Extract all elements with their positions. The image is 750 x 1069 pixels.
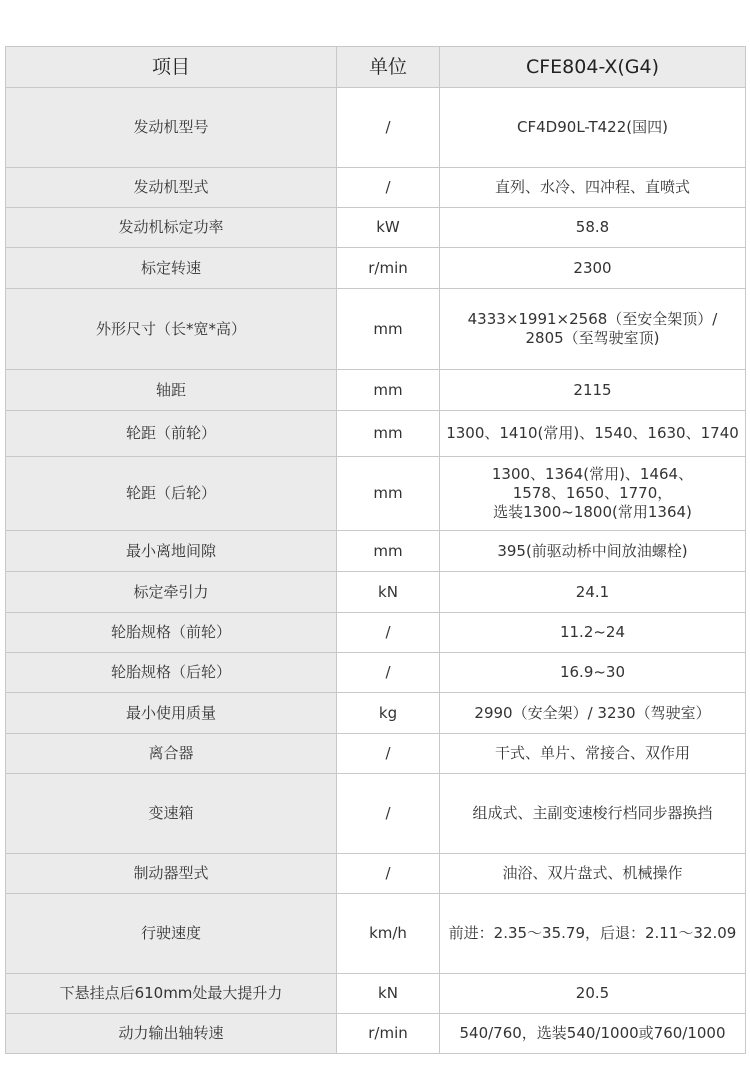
- spec-table: [5, 46, 746, 1054]
- unit-cell: /: [337, 88, 440, 168]
- unit-cell: /: [337, 734, 440, 774]
- item-cell: 行驶速度: [6, 894, 337, 974]
- header-model: CFE804-X(G4): [440, 47, 746, 88]
- item-cell: 轮距（后轮）: [6, 457, 337, 531]
- value-cell: 395(前驱动桥中间放油螺栓): [440, 531, 746, 572]
- value-cell: 4333×1991×2568（至安全架顶）/ 2805（至驾驶室顶): [440, 289, 746, 370]
- value-cell: 2300: [440, 248, 746, 289]
- item-cell: 发动机型号: [6, 88, 337, 168]
- item-cell: 下悬挂点后610mm处最大提升力: [6, 974, 337, 1014]
- table-row: [6, 168, 746, 208]
- table-row: [6, 653, 746, 693]
- item-cell: 离合器: [6, 734, 337, 774]
- unit-cell: kN: [337, 572, 440, 613]
- item-cell: 外形尺寸（长*宽*高）: [6, 289, 337, 370]
- table-row: [6, 370, 746, 411]
- header-row: [6, 47, 746, 88]
- unit-cell: mm: [337, 411, 440, 457]
- value-cell: 1300、1364(常用)、1464、 1578、1650、1770， 选装1300~1800(常用1364): [440, 457, 746, 531]
- table-row: [6, 693, 746, 734]
- item-cell: 发动机型式: [6, 168, 337, 208]
- table-row: [6, 774, 746, 854]
- table-row: [6, 289, 746, 370]
- table-header: [6, 47, 746, 88]
- unit-cell: /: [337, 168, 440, 208]
- table-row: [6, 531, 746, 572]
- value-cell: 24.1: [440, 572, 746, 613]
- table-row: [6, 457, 746, 531]
- value-cell: 16.9~30: [440, 653, 746, 693]
- unit-cell: kW: [337, 208, 440, 248]
- unit-cell: r/min: [337, 1014, 440, 1054]
- table-row: [6, 411, 746, 457]
- item-cell: 标定转速: [6, 248, 337, 289]
- unit-cell: mm: [337, 289, 440, 370]
- table-row: [6, 208, 746, 248]
- unit-cell: /: [337, 854, 440, 894]
- table-row: [6, 854, 746, 894]
- item-cell: 最小使用质量: [6, 693, 337, 734]
- value-cell: 20.5: [440, 974, 746, 1014]
- table-row: [6, 1014, 746, 1054]
- value-cell: 干式、单片、常接合、双作用: [440, 734, 746, 774]
- table-row: [6, 88, 746, 168]
- header-unit: 单位: [337, 47, 440, 88]
- value-cell: 直列、水冷、四冲程、直喷式: [440, 168, 746, 208]
- unit-cell: km/h: [337, 894, 440, 974]
- table-row: [6, 248, 746, 289]
- item-cell: 制动器型式: [6, 854, 337, 894]
- value-cell: 2990（安全架）/ 3230（驾驶室）: [440, 693, 746, 734]
- unit-cell: mm: [337, 531, 440, 572]
- value-cell: 11.2~24: [440, 613, 746, 653]
- item-cell: 轮胎规格（前轮）: [6, 613, 337, 653]
- table-row: [6, 613, 746, 653]
- value-cell: CF4D90L-T422(国四): [440, 88, 746, 168]
- header-item: 项目: [6, 47, 337, 88]
- value-cell: 2115: [440, 370, 746, 411]
- unit-cell: /: [337, 774, 440, 854]
- item-cell: 发动机标定功率: [6, 208, 337, 248]
- value-cell: 油浴、双片盘式、机械操作: [440, 854, 746, 894]
- item-cell: 变速箱: [6, 774, 337, 854]
- table-row: [6, 894, 746, 974]
- item-cell: 最小离地间隙: [6, 531, 337, 572]
- table-row: [6, 974, 746, 1014]
- value-cell: 540/760，选装540/1000或760/1000: [440, 1014, 746, 1054]
- table-body: [6, 88, 746, 1054]
- table-row: [6, 734, 746, 774]
- value-cell: 组成式、主副变速梭行档同步器换挡: [440, 774, 746, 854]
- item-cell: 轮距（前轮）: [6, 411, 337, 457]
- unit-cell: kg: [337, 693, 440, 734]
- item-cell: 动力输出轴转速: [6, 1014, 337, 1054]
- table-row: [6, 572, 746, 613]
- value-cell: 58.8: [440, 208, 746, 248]
- unit-cell: r/min: [337, 248, 440, 289]
- value-cell: 1300、1410(常用)、1540、1630、1740: [440, 411, 746, 457]
- item-cell: 标定牵引力: [6, 572, 337, 613]
- unit-cell: kN: [337, 974, 440, 1014]
- item-cell: 轴距: [6, 370, 337, 411]
- item-cell: 轮胎规格（后轮）: [6, 653, 337, 693]
- unit-cell: mm: [337, 370, 440, 411]
- value-cell: 前进：2.35～35.79，后退：2.11～32.09: [440, 894, 746, 974]
- unit-cell: /: [337, 653, 440, 693]
- unit-cell: /: [337, 613, 440, 653]
- unit-cell: mm: [337, 457, 440, 531]
